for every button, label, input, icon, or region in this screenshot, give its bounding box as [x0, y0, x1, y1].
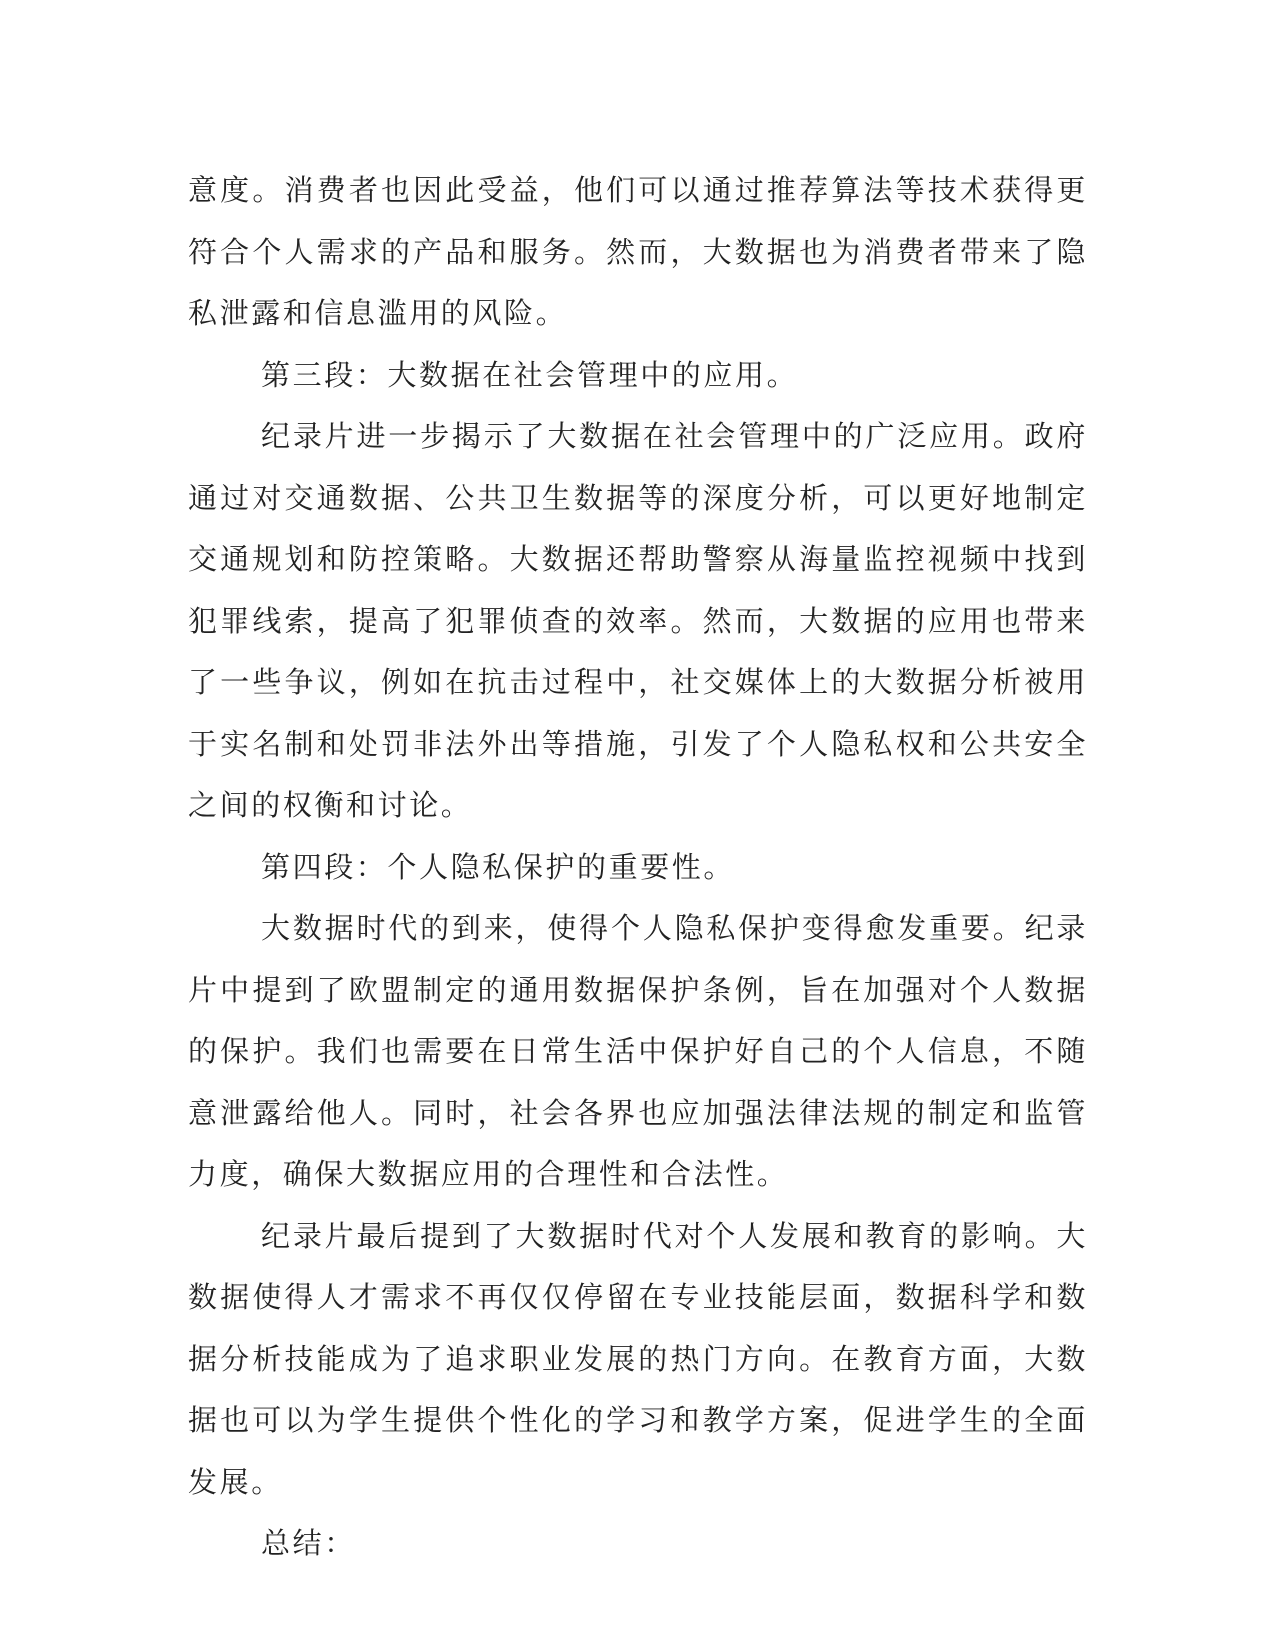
paragraph-section-4: 大数据时代的到来，使得个人隐私保护变得愈发重要。纪录片中提到了欧盟制定的通用数据保护条例，旨在加强对个人数据的保护。我们也需要在日常生活中保护好自己的个人信息，不随意泄露给他人。同时，社会各界也应加强法律法规的制定和监管力度，确保大数据应用的合理性和合法性。 — [188, 911, 1088, 1191]
section-3-heading: 第三段：大数据在社会管理中的应用。 — [261, 357, 799, 392]
paragraph-continuation: 意度。消费者也因此受益，他们可以通过推荐算法等技术获得更符合个人需求的产品和服务。然而，大数据也为消费者带来了隐私泄露和信息滥用的风险。 — [188, 173, 1088, 330]
summary-heading: 总结： — [261, 1526, 356, 1560]
document-body — [188, 160, 1088, 1575]
paragraph-education: 纪录片最后提到了大数据时代对个人发展和教育的影响。大数据使得人才需求不再仅仅停留在专业技能层面，数据科学和数据分析技能成为了追求职业发展的热门方向。在教育方面，大数据也可以为学生提供个性化的学习和教学方案，促进学生的全面发展。 — [188, 1218, 1088, 1499]
paragraph-section-3: 纪录片进一步揭示了大数据在社会管理中的广泛应用。政府通过对交通数据、公共卫生数据等的深度分析，可以更好地制定交通规划和防控策略。大数据还帮助警察从海量监控视频中找到犯罪线索，提高了犯罪侦查的效率。然而，大数据的应用也带来了一些争议，例如在抗击过程中，社交媒体上的大数据分析被用于实名制和处罚非法外出等措施，引发了个人隐私权和公共安全之间的权衡和讨论。 — [188, 419, 1088, 822]
section-4-heading: 第四段：个人隐私保护的重要性。 — [261, 849, 736, 884]
